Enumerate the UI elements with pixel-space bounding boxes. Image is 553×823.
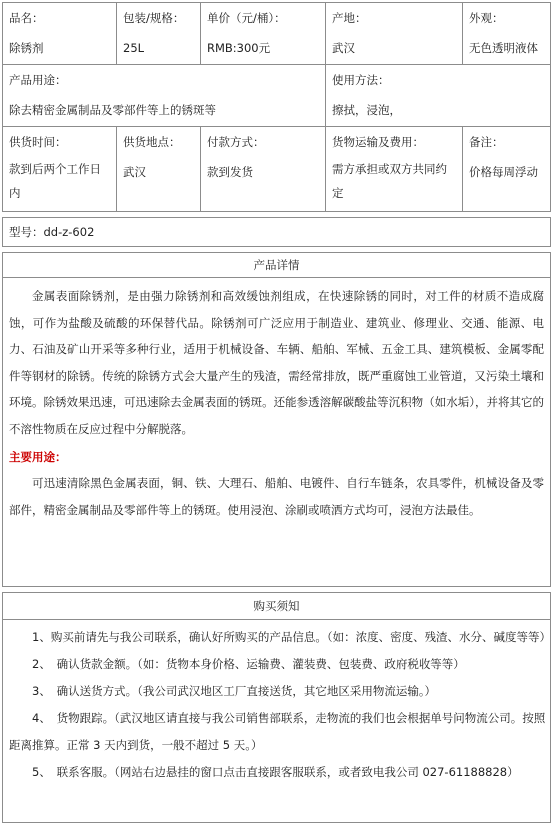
supply-time-label: 供货时间： [9,135,67,149]
usage-text: 可迅速清除黑色金属表面，铜、铁、大理石、船舶、电镀件、自行车链条，农具零件，机械设备及零部件，精密金属制品及零部件等上的锈斑。使用浸泡、涂刷或喷洒方式均可，浸泡方法最佳。 [9,476,544,517]
details-header [2,252,551,278]
cell-supply-place [117,127,200,212]
cell-appearance [463,3,550,64]
cell-origin [326,3,462,64]
cell-product-name [3,3,116,64]
purchase-body [2,620,551,823]
purchase-header [2,592,551,620]
supply-place-value: 武汉 [123,165,146,179]
cell-supply-time [3,127,116,212]
cell-usage [3,65,325,126]
payment-value: 款到发货 [207,165,253,179]
cell-payment [201,127,325,212]
price-label: 单价（元/桶）： [207,11,286,25]
package-value: 25L [123,41,145,55]
appearance-label: 外观： [469,11,504,25]
model-text: 型号：dd-z-602 [9,225,95,239]
details-title: 产品详情 [253,258,300,272]
purchase-item-1: 1、购买前请先与我公司联系，确认好所购买的产品信息。（如：浓度、密度、残渣、水分、碱度等等） [32,630,552,644]
cell-shipping [326,127,462,212]
payment-label: 付款方式： [207,135,265,149]
remark-value: 价格每周浮动 [469,165,538,179]
details-body [2,278,551,587]
price-value: RMB:300元 [207,41,271,55]
usage-title: 主要用途： [9,450,67,464]
package-label: 包装/规格： [123,11,185,25]
shipping-label: 货物运输及费用： [332,135,424,149]
details-intro: 金属表面除锈剂，是由强力除锈剂和高效缓蚀剂组成，在快速除锈的同时，对工件的材质不造成腐蚀，可作为盐酸及硫酸的环保替代品。除锈剂可广泛应用于制造业、建筑业、修理业、交通、能源、电力、石油及矿山开采等多种行业，适用于机械设备、车辆、船舶、军械、五金工具、建筑模板、金属零配件等钢材的除锈。传统的除锈方式会大量产生的残渣，需经常排放，既严重腐蚀工业管道，又污染土壤和环境。除锈效果迅速，可迅速除去金属表面的锈斑。还能参透溶解碳酸盐等沉积物（如水垢），并将其它的不溶性物质在反应过程中分解脱落。 [9,289,544,436]
usage-label: 产品用途： [9,73,67,87]
purchase-title: 购买须知 [253,599,300,613]
method-value: 擦拭，浸泡， [332,103,401,117]
origin-label: 产地： [332,11,367,25]
purchase-item-3: 3、 确认送货方式。（我公司武汉地区工厂直接送货，其它地区采用物流运输。） [32,684,437,698]
remark-label: 备注： [469,135,504,149]
cell-package [117,3,200,64]
purchase-item-2: 2、 确认货款金额。（如：货物本身价格、运输费、灌装费、包装费、政府税收等等） [32,657,465,671]
cell-method [326,65,550,126]
supply-place-label: 供货地点： [123,135,181,149]
supply-time-value: 款到后两个工作日内 [9,162,101,200]
product-name-label: 品名： [9,11,44,25]
cell-price [201,3,325,64]
method-label: 使用方法： [332,73,390,87]
shipping-value: 需方承担或双方共同约定 [332,162,447,200]
cell-remark [463,127,550,212]
purchase-item-5: 5、 联系客服。（网站右边悬挂的窗口点击直接跟客服联系，或者致电我公司 027-61188828） [32,765,519,779]
purchase-item-4: 4、 货物跟踪。（武汉地区请直接与我公司销售部联系，走物流的我们也会根据单号问物流公司。按照距离推算。正常 3 天内到货，一般不超过 5 天。） [9,711,546,752]
model-row [2,217,551,247]
appearance-value: 无色透明液体 [469,41,538,55]
product-name-value: 除锈剂 [9,41,44,55]
origin-value: 武汉 [332,41,355,55]
usage-value: 除去精密金属制品及零部件等上的锈斑等 [9,103,216,117]
